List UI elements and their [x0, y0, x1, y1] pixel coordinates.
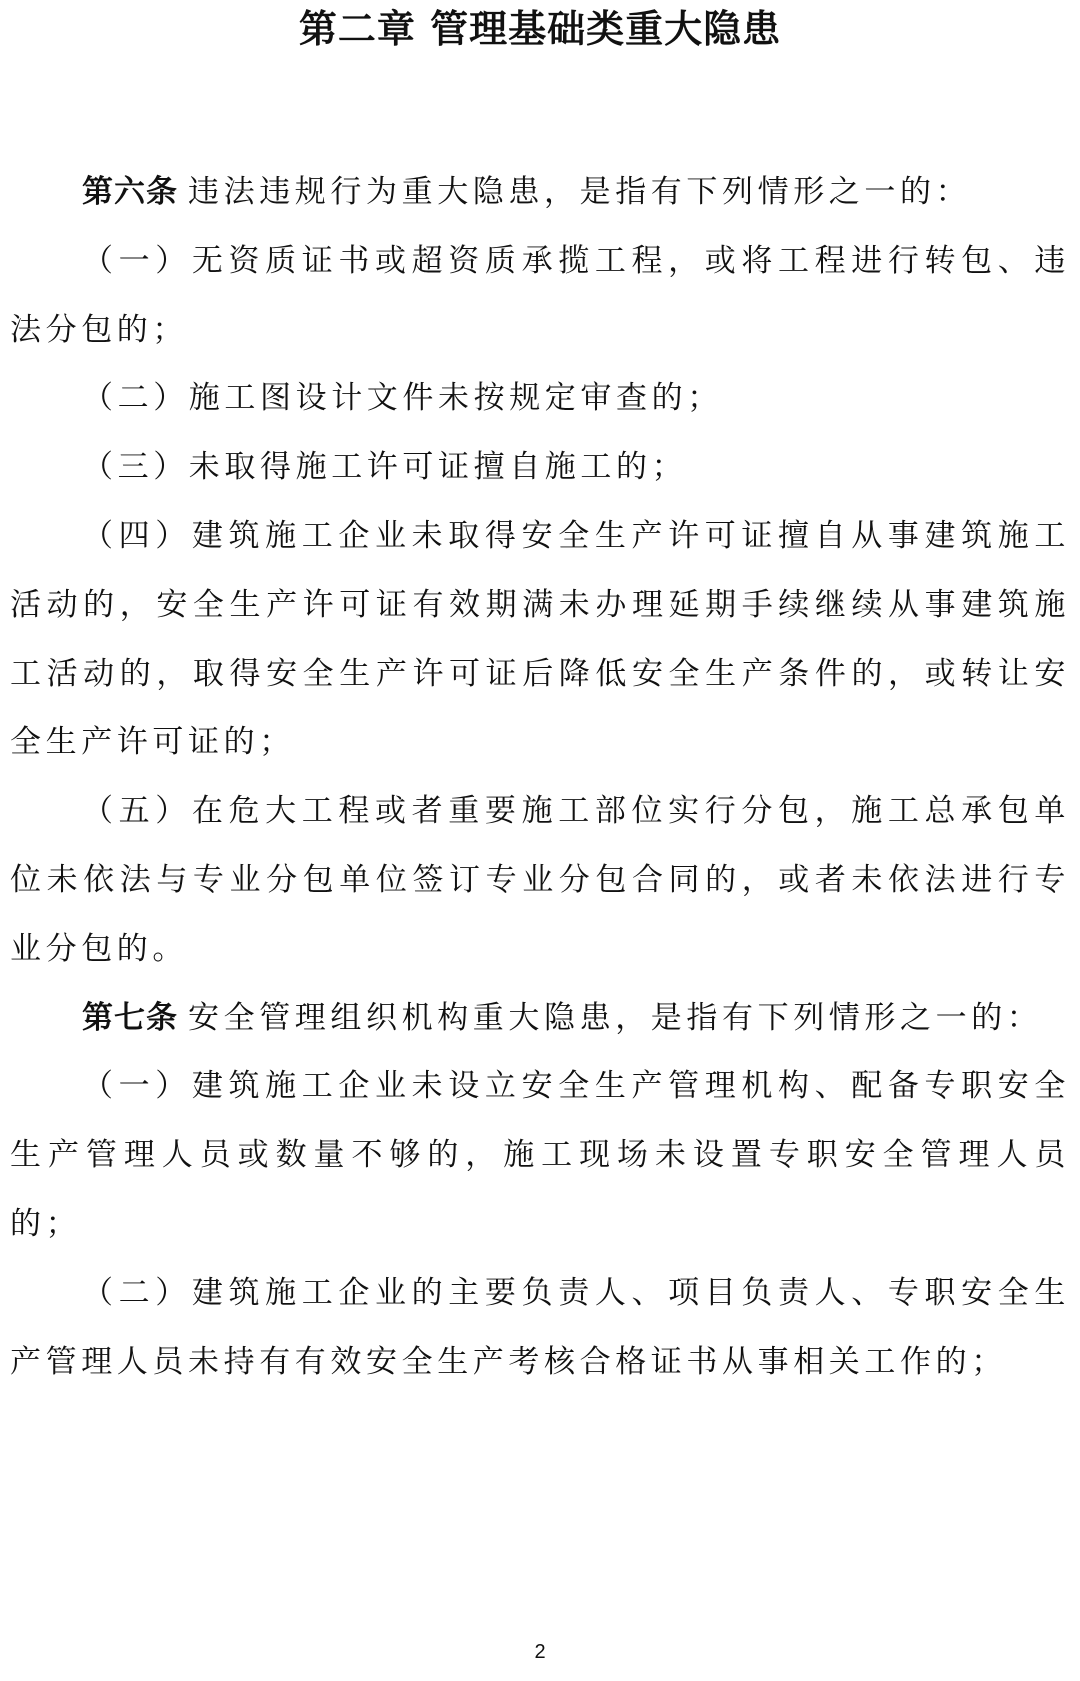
article-6-item-2: （二）施工图设计文件未按规定审查的； — [82, 380, 723, 417]
article-7-item-1: （一）建筑施工企业未设立安全生产管理机构、配备专职安全生产管理人员或数量不够的，施工现场未设置专职安全管理人员的； — [10, 1068, 1070, 1242]
article-number: 第六条 — [82, 174, 178, 210]
article-7-item-2: （二）建筑施工企业的主要负责人、项目负责人、专职安全生产管理人员未持有有效安全生产考核合格证书从事相关工作的； — [10, 1274, 1070, 1380]
article-6-item-1: （一）无资质证书或超资质承揽工程，或将工程进行转包、违法分包的； — [10, 242, 1070, 348]
article-6 — [10, 158, 1070, 227]
article-6-item-4: （四）建筑施工企业未取得安全生产许可证擅自从事建筑施工活动的，安全生产许可证有效期满未办理延期手续继续从事建筑施工活动的，取得安全生产许可证后降低安全生产条件的，或转让安全生产许可证的； — [10, 517, 1070, 761]
article-6-item-3: （三）未取得施工许可证擅自施工的； — [82, 449, 688, 486]
page-number: 2 — [534, 1641, 546, 1663]
article-7 — [10, 984, 1070, 1053]
article-6-item-5: （五）在危大工程或者重要施工部位实行分包，施工总承包单位未依法与专业分包单位签订专业分包合同的，或者未依法进行专业分包的。 — [10, 793, 1070, 967]
article-lead: 违法违规行为重大隐患，是指有下列情形之一的： — [188, 174, 972, 210]
article-lead: 安全管理组织机构重大隐患，是指有下列情形之一的： — [188, 999, 1043, 1036]
article-number: 第七条 — [82, 999, 178, 1036]
chapter-title: 第二章 管理基础类重大隐患 — [298, 7, 782, 51]
document-body — [10, 158, 1070, 1396]
